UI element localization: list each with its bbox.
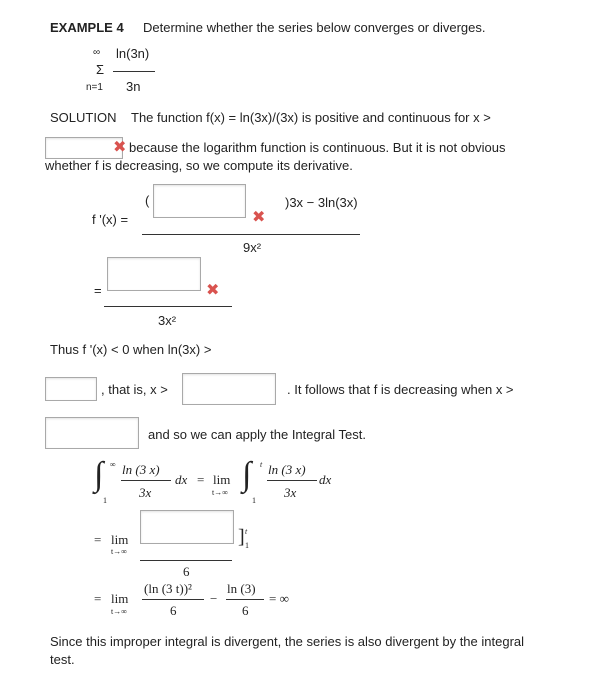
solution-text-3: whether f is decreasing, so we compute its derivative. [45,158,353,173]
answer-box-ln-bound[interactable] [45,377,97,401]
derivative-denominator: 9x² [243,240,262,255]
integrand-fraction-bar [267,480,317,481]
minus-sign: − [210,591,218,606]
derivative-equals: = [94,283,102,298]
integrand-fraction-bar [121,480,171,481]
evaluation-upper: t [245,527,248,536]
series-denominator: 3n [126,79,141,94]
antiderivative-denominator: 6 [183,564,190,579]
series-lower: n=1 [86,82,103,93]
result-fraction-1-bar [142,599,204,600]
result-fraction-2-denominator: 6 [242,603,249,618]
integrand-denominator: 3x [139,485,152,500]
series-numerator: ln(3n) [116,46,150,61]
result-fraction-2-numerator: ln (3) [227,581,256,596]
example-label: EXAMPLE 4 [50,20,124,35]
follows-text: . It follows that f is decreasing when x > [287,382,514,397]
integral-equals: = [197,472,205,487]
thus-text: Thus f '(x) < 0 when ln(3x) > [50,342,212,357]
integral-lower: 1 [103,496,107,505]
series-fraction-bar [113,71,155,72]
integral-upper-t: t [260,460,263,469]
solution-text-2: because the logarithm function is continuous. But it is not obvious [129,140,506,155]
limit-label: lim [213,472,231,487]
series-sigma: Σ [96,62,105,77]
evaluation-lower: 1 [245,541,249,550]
simplified-fraction-bar [104,306,232,307]
solution-text-1: The function f(x) = ln(3x)/(3x) is positive and continuous for x > [131,110,491,125]
limit-label: lim [111,532,129,547]
incorrect-x-icon: ✖ [252,209,266,226]
conclusion-line-2: test. [50,652,75,667]
limit-subscript: t→∞ [111,547,127,556]
evaluation-bracket: ] [238,526,245,548]
derivative-open-paren: ( [145,193,150,208]
that-is-text: , that is, x > [101,382,168,397]
integral-sign: ∫ [94,456,104,493]
result-fraction-2-bar [226,599,264,600]
integral-lower: 1 [252,496,256,505]
answer-box-positive-domain[interactable] [45,137,123,159]
integrand-dx: dx [175,472,188,487]
answer-box-decreasing-bound[interactable] [45,417,139,449]
line2-equals: = [94,532,102,547]
integrand-numerator: ln (3 x) [268,462,306,477]
derivative-tail: )3x − 3ln(3x) [285,195,358,210]
answer-box-derivative-numerator[interactable] [153,184,246,218]
limit-subscript: t→∞ [212,488,228,497]
example-prompt: Determine whether the series below converges or diverges. [143,20,486,35]
antiderivative-fraction-bar [140,560,232,561]
incorrect-x-icon: ✖ [206,282,220,299]
result-fraction-1-numerator: (ln (3 t))² [144,581,192,596]
result-fraction-1-denominator: 6 [170,603,177,618]
result-infinity: = ∞ [269,591,289,606]
answer-box-x-bound[interactable] [182,373,276,405]
limit-label: lim [111,591,129,606]
solution-label: SOLUTION [50,110,117,125]
derivative-fraction-bar [142,234,360,235]
integrand-numerator: ln (3 x) [122,462,160,477]
integral-upper: ∞ [110,460,116,469]
integrand-denominator: 3x [284,485,297,500]
incorrect-x-icon: ✖ [113,139,127,156]
answer-box-antiderivative[interactable] [140,510,234,544]
answer-box-simplified-numerator[interactable] [107,257,201,291]
apply-text: and so we can apply the Integral Test. [148,427,367,442]
simplified-denominator: 3x² [158,313,177,328]
series-upper: ∞ [93,47,101,58]
line3-equals: = [94,591,102,606]
integral-sign: ∫ [242,456,252,493]
integrand-dx: dx [319,472,332,487]
derivative-lhs: f '(x) = [92,212,129,227]
limit-subscript: t→∞ [111,607,127,616]
conclusion-line-1: Since this improper integral is divergent, the series is also divergent by the integral [50,634,525,649]
